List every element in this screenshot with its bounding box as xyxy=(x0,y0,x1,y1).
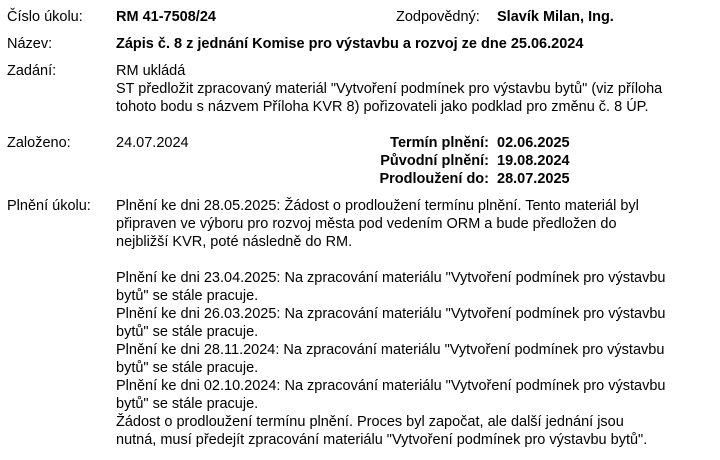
fulfillment-line: bytů" se stále pracuje. xyxy=(116,288,259,304)
deadline-label: Termín plnění: xyxy=(390,135,489,151)
assignment-line: RM ukládá xyxy=(116,63,186,79)
fulfillment-line: Plnění ke dni 23.04.2025: Na zpracování materiálu "Vytvoření podmínek pro výstavbu xyxy=(116,270,666,286)
fulfillment-line: Plnění ke dni 28.05.2025: Žádost o prodloužení termínu plnění. Tento materiál byl xyxy=(116,198,639,214)
fulfillment-line: bytů" se stále pracuje. xyxy=(116,324,259,340)
assignment-line: tohoto bodu s názvem Příloha KVR 8) pořizovateli jako podklad pro změnu č. 8 ÚP. xyxy=(116,99,649,115)
created-label: Založeno: xyxy=(7,135,71,151)
assignment-text xyxy=(116,62,716,116)
extension-value: 28.07.2025 xyxy=(497,171,570,187)
task-name-label: Název: xyxy=(7,36,53,52)
fulfillment-line: nejbližší KVR, poté následně do RM. xyxy=(116,234,353,250)
created-value: 24.07.2024 xyxy=(116,135,189,151)
fulfillment-paragraph-1 xyxy=(116,197,716,251)
original-deadline-value: 19.08.2024 xyxy=(497,153,570,169)
fulfillment-line: Plnění ke dni 26.03.2025: Na zpracování materiálu "Vytvoření podmínek pro výstavbu xyxy=(116,306,666,322)
fulfillment-line: Plnění ke dni 02.10.2024: Na zpracování materiálu "Vytvoření podmínek pro výstavbu xyxy=(116,378,666,394)
extension-label: Prodloužení do: xyxy=(379,171,489,187)
task-number-label: Číslo úkolu: xyxy=(7,9,83,25)
fulfillment-line: Žádost o prodloužení termínu plnění. Proces byl započat, ale další jednání jsou xyxy=(116,414,624,430)
assignment-label: Zadání: xyxy=(7,63,57,79)
responsible-value: Slavík Milan, Ing. xyxy=(497,9,614,25)
fulfillment-line: Plnění ke dni 28.11.2024: Na zpracování materiálu "Vytvoření podmínek pro výstavbu xyxy=(116,342,665,358)
fulfillment-paragraph-2 xyxy=(116,269,716,449)
fulfillment-line: bytů" se stále pracuje. xyxy=(116,360,259,376)
fulfillment-line: bytů" se stále pracuje. xyxy=(116,396,259,412)
fulfillment-line: připraven ve výboru pro rozvoj města pod vedením ORM a bude předložen do xyxy=(116,216,617,232)
task-number-value: RM 41-7508/24 xyxy=(116,9,216,25)
task-name-value: Zápis č. 8 z jednání Komise pro výstavbu a rozvoj ze dne 25.06.2024 xyxy=(116,36,584,52)
deadline-value: 02.06.2025 xyxy=(497,135,570,151)
fulfillment-line: nutná, musí předejít zpracování materiálu "Vytvoření podmínek pro výstavbu bytů". xyxy=(116,432,648,448)
fulfillment-label: Plnění úkolu: xyxy=(7,198,91,214)
original-deadline-label: Původní plnění: xyxy=(380,153,489,169)
assignment-line: ST předložit zpracovaný materiál "Vytvoření podmínek pro výstavbu bytů" (viz příloha xyxy=(116,81,663,97)
responsible-label: Zodpovědný: xyxy=(396,9,480,25)
